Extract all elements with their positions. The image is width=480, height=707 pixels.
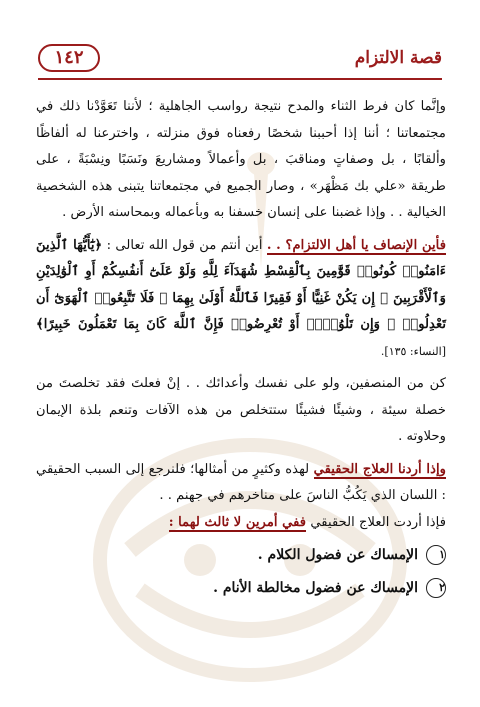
quran-verse: ﴿يَٰٓأَيُّهَا ٱلَّذِينَ ءَامَنُوا۟ كُونُوا۟ قَوَّٰمِينَ بِٱلْقِسْطِ شُهَدَآءَ لِلَّهِ وَلَوْ عَلَىٰٓ أَنفُسِكُمْ أَوِ ٱلْوَٰلِدَيْنِ وَٱلْأَقْرَبِينَ ۚ إِن يَكُنْ غَنِيًّا أَوْ فَقِيرًا فَٱللَّهُ أَوْلَىٰ بِهِمَا ۖ فَلَا تَتَّبِعُوا۟ ٱلْهَوَىٰٓ أَن تَعْدِلُوا۟ ۚ وَإِن تَلْوُۥٓا۟ أَوْ تُعْرِضُوا۟ فَإِنَّ ٱللَّهَ كَانَ بِمَا تَعْمَلُونَ خَبِيرًا﴾ xyxy=(36,237,446,332)
cure-intro: فإذا أردت العلاج الحقيقي xyxy=(310,514,446,530)
paragraph-cure-intro xyxy=(36,510,446,537)
paragraph-flattery: وإنَّما كان فرط الثناء والمدح نتيجة رواسب الجاهلية ؛ لأننا تَعَوَّدْنا ذلك في مجتمعاتنا ؛ أننا إذا أحببنا شخصًا رفعناه فوق منزلته ، واخترعنا له ألفاظًا وألقابًا ، بل وصفاتٍ ومناقبَ ، بل وأعمالاً ومشاريعَ ونَسَبًا ونِسْبَةً ، على طريقة «علي بك مَظْهَر» ، وصار الجميع في مجتمعاتنا يتبنى هذه الشخصية الخيالية . . وإذا غضبنا على إنسان خسفنا به وبأعماله وبمحاسنه الأرض . xyxy=(36,99,446,220)
page-header xyxy=(38,40,442,76)
paragraph-cure xyxy=(36,457,446,510)
verse-reference: [النساء: ١٣٥]. xyxy=(380,344,446,358)
paragraph-advice: كن من المنصفين، ولو على نفسك وأعدائك . . إنْ فعلتَ فقد تخلصتَ من خصلة سيئة ، وشيئًا فشيئًا ستتخلص من هذه الآفات وتنعم بلذة الإيمان وحلاوته . xyxy=(36,376,446,444)
list-item xyxy=(36,542,446,569)
header-divider xyxy=(38,78,442,80)
list-text: الإمساك عن فضول مخالطة الأنام . xyxy=(213,579,418,596)
paragraph-fairness xyxy=(36,233,446,366)
list-item xyxy=(36,575,446,602)
book-title: قصة الالتزام xyxy=(354,48,442,68)
page-body xyxy=(36,94,446,601)
list-number: ٢ xyxy=(426,578,446,598)
list-text: الإمساك عن فضول الكلام . xyxy=(257,547,418,563)
fairness-heading: فأين الإنصاف يا أهل الالتزام؟ . . xyxy=(266,237,447,253)
fairness-intro: أين أنتم من قول الله تعالى : xyxy=(106,237,263,253)
cure-text: لهذه وكثيرٍ من أمثالها؛ فلنرجع إلى السبب الحقيقي : اللسان الذي يَكُبُّ الناسَ على مناخرهم في جهنم . . xyxy=(36,461,446,503)
list-number: ١ xyxy=(426,545,446,565)
cure-heading: وإذا أردنا العلاج الحقيقي xyxy=(313,461,446,477)
page-number-badge: ١٤٢ xyxy=(38,44,100,72)
cure-highlight: ففي أمرين لا ثالث لهما : xyxy=(168,514,307,530)
